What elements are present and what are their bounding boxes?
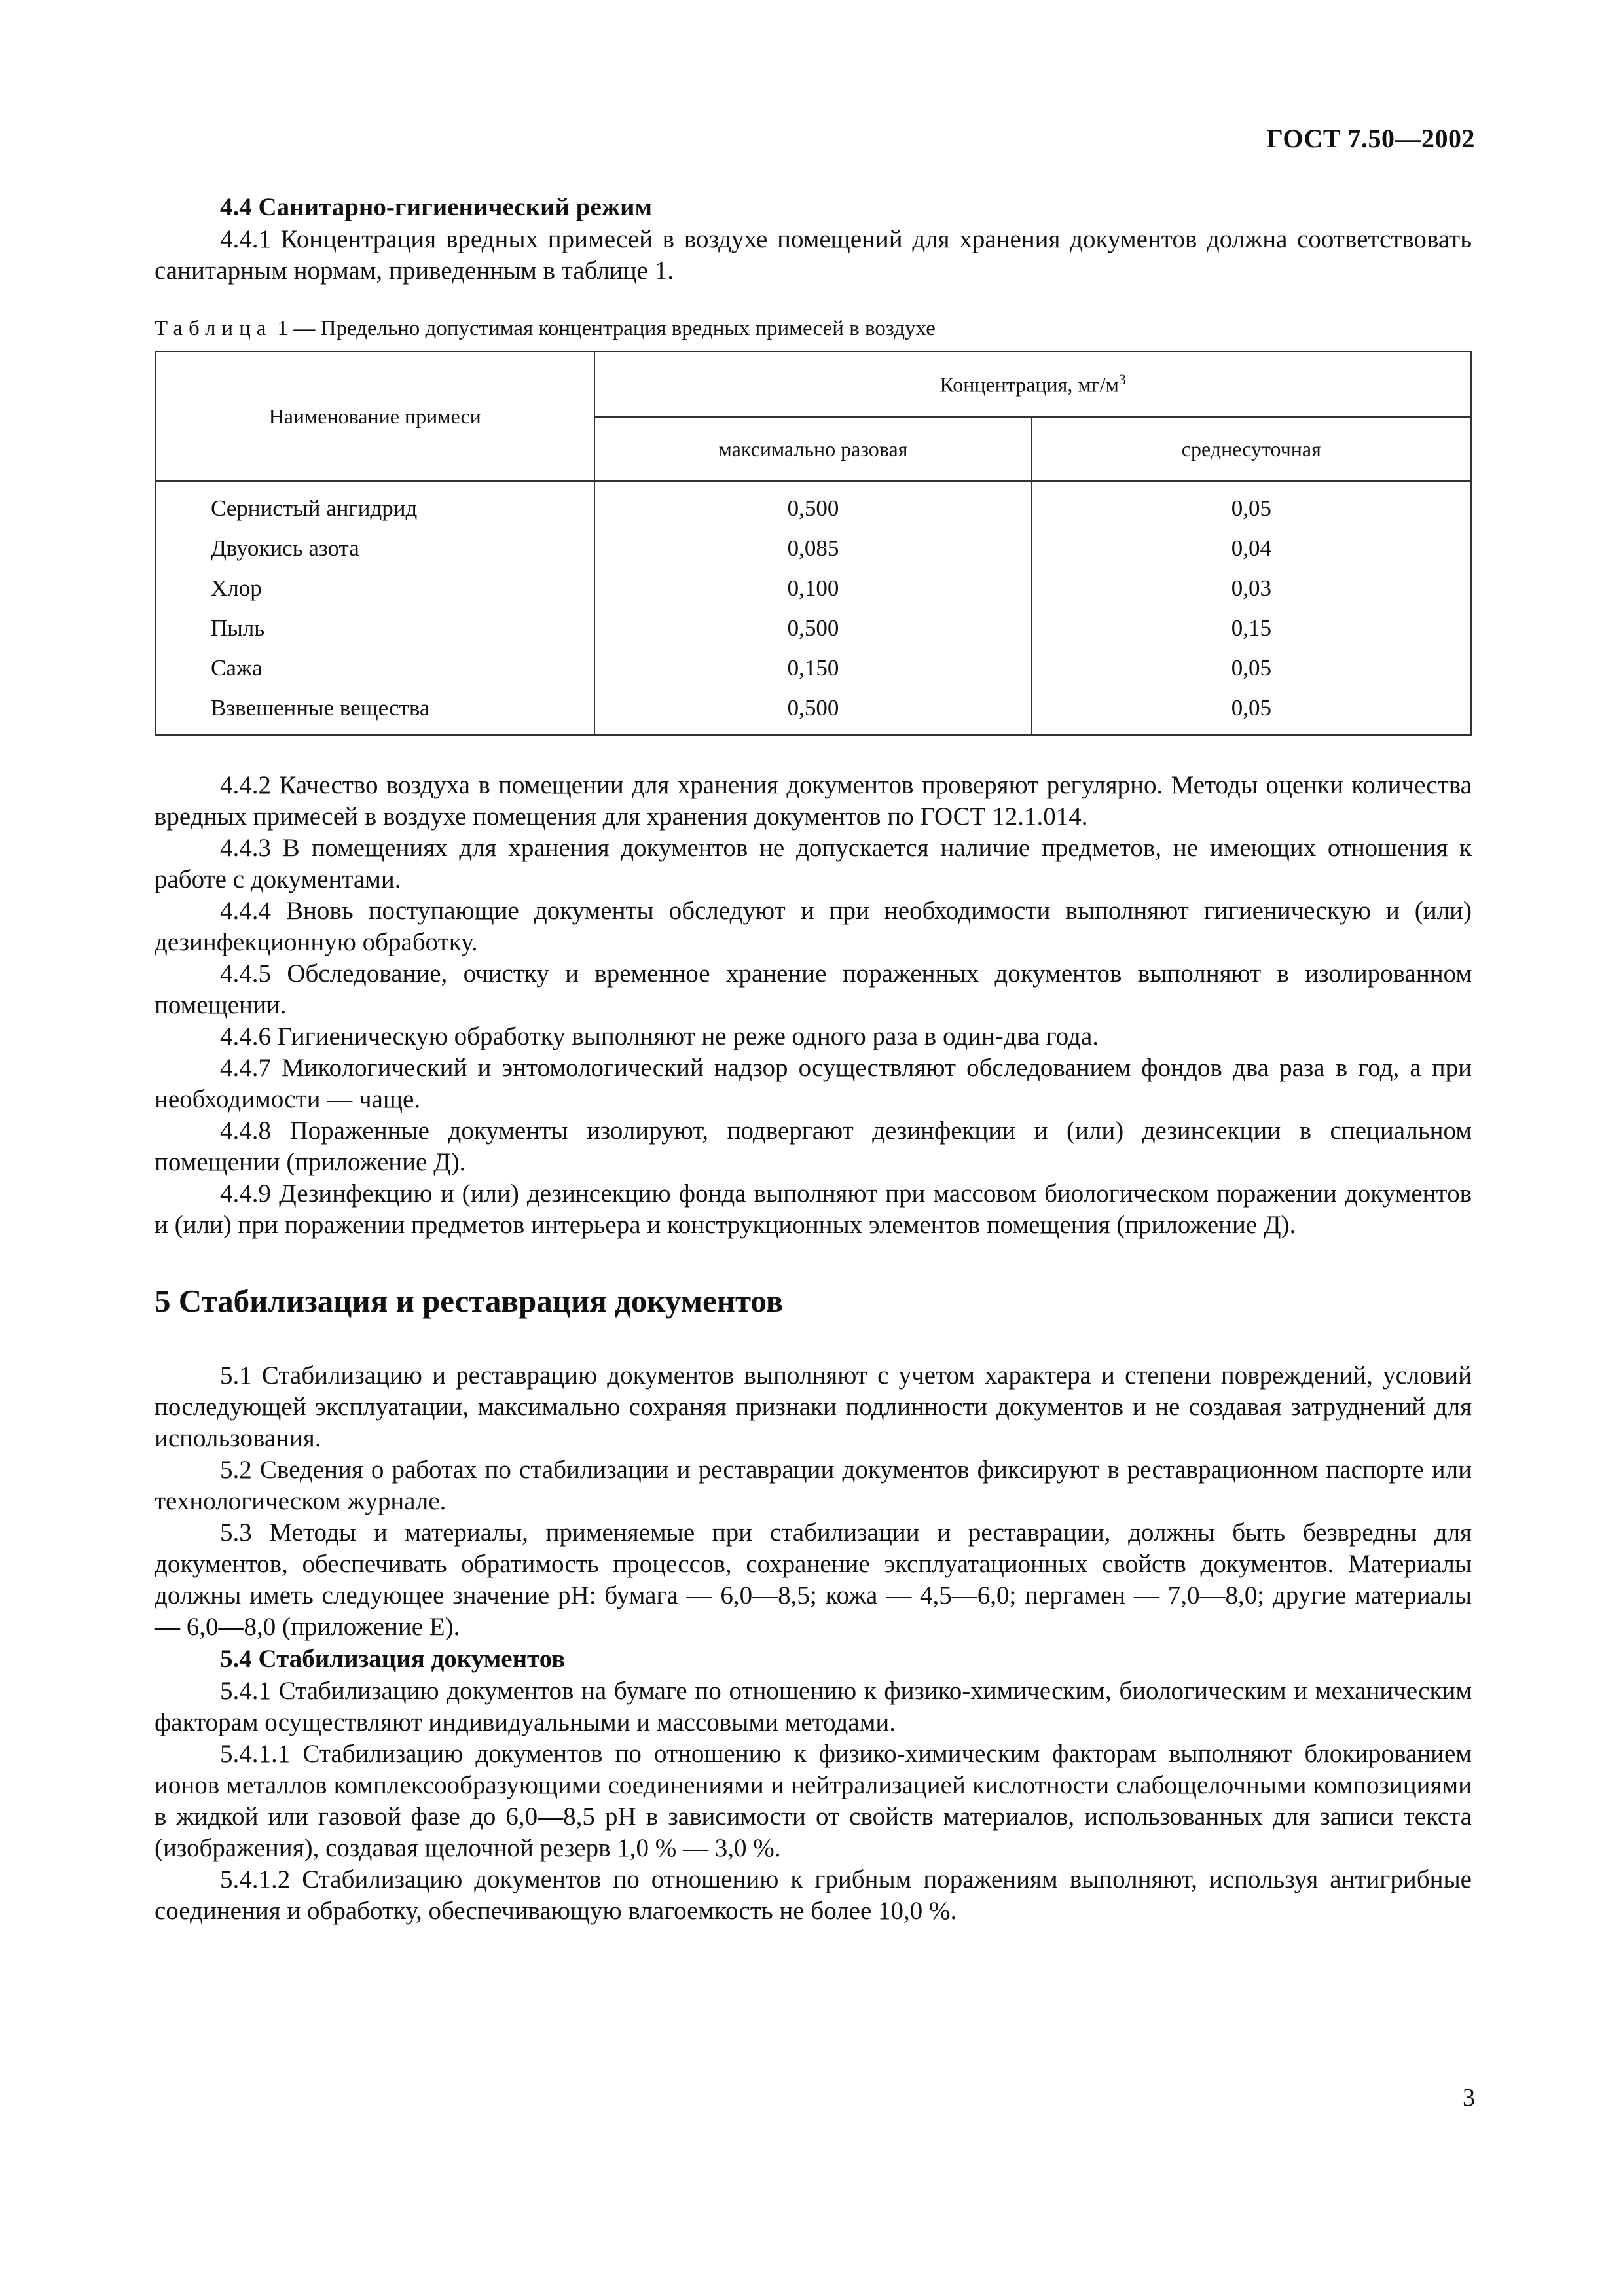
paragraph-4-4-5: 4.4.5 Обследование, очистку и временное хранение пораженных документов выполняют в изолированном помещении.: [155, 960, 1472, 1019]
paragraph-4-4-7: 4.4.7 Микологический и энтомологический надзор осуществляют обследованием фондов два раза в год, а при необходимости — чаще.: [155, 1054, 1472, 1113]
table-caption-text: 1 — Предельно допустимая концентрация вредных примесей в воздухе: [272, 317, 936, 340]
row-avg: 0,05: [1032, 648, 1471, 688]
row-name: Хлор: [155, 568, 594, 608]
row-max: 0,100: [594, 568, 1031, 608]
table-row: [155, 688, 1471, 735]
row-name: Взвешенные вещества: [155, 688, 594, 735]
paragraph-5-4-1: 5.4.1 Стабилизацию документов на бумаге по отношению к физико-химическим, биологическим и механическим факторам осуществляют индивидуальными и массовыми методами.: [155, 1677, 1472, 1736]
row-name: Сернистый ангидрид: [155, 481, 594, 528]
header-concentration-sup: 3: [1118, 371, 1126, 388]
subsection-title-4-4: 4.4 Санитарно-гигиенический режим: [220, 193, 653, 221]
paragraph-5-4-1-1: 5.4.1.1 Стабилизацию документов по отношению к физико-химическим факторам выполняют блокированием ионов металлов комплексообразующими соединениями и нейтрализацией кислотности слабощелочными композициями в жидкой или газовой фазе до 6,0—8,5 pH в зависимости от свойств материалов, использованных для записи текста (изображения), создавая щелочной резерв 1,0 % — 3,0 %.: [155, 1740, 1472, 1862]
page-number: 3: [1463, 2084, 1475, 2111]
table-row: [155, 481, 1471, 528]
row-max: 0,500: [594, 608, 1031, 648]
row-avg: 0,03: [1032, 568, 1471, 608]
header-concentration-text: Концентрация, мг/м: [939, 372, 1119, 397]
row-avg: 0,05: [1032, 481, 1471, 528]
document-code-header: ГОСТ 7.50—2002: [1266, 124, 1475, 153]
row-max: 0,500: [594, 688, 1031, 735]
paragraph-4-4-1: 4.4.1 Концентрация вредных примесей в воздухе помещений для хранения документов должна соответствовать санитарным нормам, приведенным в таблице 1.: [155, 225, 1472, 285]
paragraph-5-1: 5.1 Стабилизацию и реставрацию документов выполняют с учетом характера и степени повреждений, условий последующей эксплуатации, максимально сохраняя признаки подлинности документов и не создавая затруднений для использования.: [155, 1361, 1472, 1452]
header-concentration: [594, 351, 1471, 417]
paragraph-5-2: 5.2 Сведения о работах по стабилизации и реставрации документов фиксируют в реставрационном паспорте или технологическом журнале.: [155, 1456, 1472, 1515]
section-title-5: 5 Стабилизация и реставрация документов: [155, 1283, 784, 1319]
row-avg: 0,05: [1032, 688, 1471, 735]
table-row: [155, 648, 1471, 688]
row-max: 0,150: [594, 648, 1031, 688]
table-row: [155, 568, 1471, 608]
table-caption-prefix: Таблица: [155, 317, 272, 340]
concentration-table: [155, 351, 1472, 736]
paragraph-4-4-8: 4.4.8 Пораженные документы изолируют, подвергают дезинфекции и (или) дезинсекции в специальном помещении (приложение Д).: [155, 1117, 1472, 1176]
table-row: [155, 608, 1471, 648]
row-max: 0,500: [594, 481, 1031, 528]
row-name: Пыль: [155, 608, 594, 648]
paragraph-5-3: 5.3 Методы и материалы, применяемые при стабилизации и реставрации, должны быть безвредны для документов, обеспечивать обратимость процессов, сохранение эксплуатационных свойств документов. Материалы должны иметь следующее значение pH: бумага — 6,0—8,5; кожа — 4,5—6,0; пергамен — 7,0—8,0; другие материалы — 6,0—8,0 (приложение Е).: [155, 1518, 1472, 1641]
table-row: [155, 528, 1471, 568]
row-max: 0,085: [594, 528, 1031, 568]
paragraph-5-4-1-2: 5.4.1.2 Стабилизацию документов по отношению к грибным поражениям выполняют, используя антигрибные соединения и обработку, обеспечивающую влагоемкость не более 10,0 %.: [155, 1865, 1472, 1925]
paragraph-4-4-3: 4.4.3 В помещениях для хранения документов не допускается наличие предметов, не имеющих отношения к работе с документами.: [155, 834, 1472, 893]
header-impurity-name: Наименование примеси: [155, 351, 594, 481]
paragraph-4-4-4: 4.4.4 Вновь поступающие документы обследуют и при необходимости выполняют гигиеническую и (или) дезинфекционную обработку.: [155, 897, 1472, 956]
row-avg: 0,04: [1032, 528, 1471, 568]
page-content: [155, 191, 1472, 1927]
header-max-single: максимально разовая: [594, 417, 1031, 481]
paragraph-4-4-9: 4.4.9 Дезинфекцию и (или) дезинсекцию фонда выполняют при массовом биологическом поражении документов и (или) при поражении предметов интерьера и конструкционных элементов помещения (приложение Д).: [155, 1179, 1472, 1239]
subsection-title-5-4: 5.4 Стабилизация документов: [220, 1645, 566, 1673]
table-caption: [155, 314, 1472, 343]
row-name: Сажа: [155, 648, 594, 688]
paragraph-4-4-2: 4.4.2 Качество воздуха в помещении для хранения документов проверяют регулярно. Методы оценки количества вредных примесей в воздухе помещения для хранения документов по ГОСТ 12.1.014.: [155, 771, 1472, 831]
header-daily-average: среднесуточная: [1032, 417, 1471, 481]
paragraph-4-4-6: 4.4.6 Гигиеническую обработку выполняют не реже одного раза в один-два года.: [220, 1022, 1099, 1050]
row-name: Двуокись азота: [155, 528, 594, 568]
row-avg: 0,15: [1032, 608, 1471, 648]
